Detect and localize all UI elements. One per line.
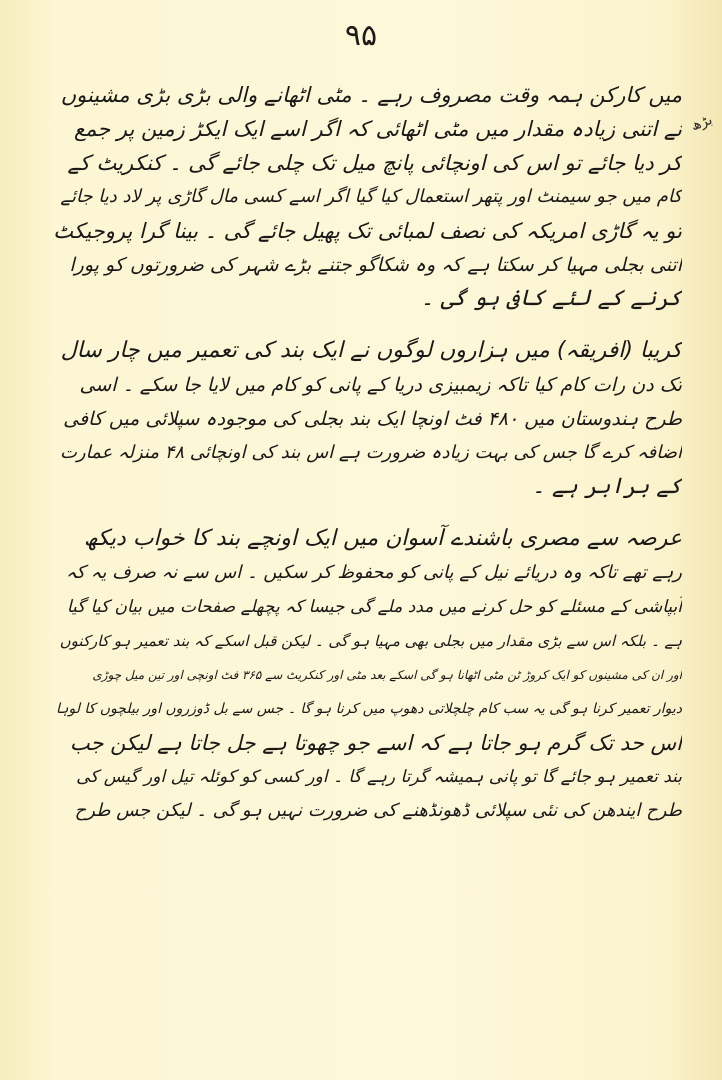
page-body — [50, 78, 682, 1050]
text-line: رہے تھے تاکہ وہ دریائے نیل کے پانی کو محفوظ کر سکیں ۔ اس سے نہ صرف یہ کہ — [65, 562, 682, 583]
text-line: بند تعمیر ہو جائے گا تو پانی ہمیشہ گرتا رہے گا ۔ اور کسی کو کوئلہ تیل اور گیس کی — [76, 767, 682, 787]
text-line: اتنی بجلی مہیا کر سکتا ہے کہ وہ شکاگو جتنے بڑے شہر کی ضرورتوں کو پورا — [69, 254, 682, 276]
text-line: کریبا (افریقہ) میں ہزاروں لوگوں نے ایک بند کی تعمیر میں چار سال — [60, 338, 682, 363]
paragraph-gap — [50, 316, 682, 334]
text-line: عرصہ سے مصری باشندے آسوان میں ایک اونچے بند کا خواب دیکھ — [83, 526, 682, 551]
text-line: کرنے کے لئے کافی ہو گی ۔ — [420, 286, 682, 311]
text-line: طرح ہندوستان میں ۴۸۰ فٹ اونچا ایک بند بجلی کی موجودہ سپلائی میں کافی — [63, 408, 682, 430]
text-line: آبپاشی کے مسئلے کو حل کرنے میں مدد ملے گی جیسا کہ پچھلے صفحات میں بیان کیا گیا — [66, 597, 682, 617]
paragraph-2 — [50, 334, 682, 504]
text-line: اور ان کی مشینوں کو ایک کروڑ ٹن مٹی اٹھانا ہو گی اسکے بعد مٹی اور کنکریٹ سے ۳۶۵ فٹ اونچی اور تین میل چوڑی — [92, 668, 682, 682]
text-line: کر دیا جائے تو اس کی اونچائی پانچ میل تک چلی جائے گی ۔ کنکریٹ کے — [67, 151, 682, 175]
text-line: تک دن رات کام کیا تاکہ زیمبیزی دریا کے پانی کو کام میں لایا جا سکے ۔ اسی — [79, 374, 682, 396]
text-line: اس حد تک گرم ہو جاتا ہے کہ اسے جو چھوتا ہے جل جاتا ہے لیکن جب — [69, 731, 682, 755]
margin-note: بڑھ — [688, 111, 715, 135]
text-line: نے اتنی زیادہ مقدار میں مٹی اٹھائی کہ اگر اسے ایک ایکڑ زمین پر جمع — [73, 117, 682, 141]
text-line: کے برابر ہے ۔ — [532, 474, 682, 499]
text-line: دیوار تعمیر کرنا ہو گی یہ سب کام چلچلاتی دھوپ میں کرنا ہو گا ۔ جس سے بل ڈوزروں اور بیلچوں کا لوہا — [56, 701, 682, 717]
paragraph-3 — [50, 522, 682, 828]
text-line: طرح ایندھن کی نئی سپلائی ڈھونڈھنے کی ضرورت نہیں ہو گی ۔ لیکن جس طرح — [74, 800, 682, 821]
text-line: تو یہ گاڑی امریکہ کی نصف لمبائی تک پھیل جائے گی ۔ بینا گرا پروجیکٹ — [53, 219, 682, 243]
text-line: اضافہ کرے گا جس کی بہت زیادہ ضرورت ہے اس بند کی اونچائی ۴۸ منزلہ عمارت — [59, 442, 682, 463]
text-line: کام میں جو سیمنٹ اور پتھر استعمال کیا گیا اگر اسے کسی مال گاڑی پر لاد دیا جائے — [60, 186, 682, 207]
paragraph-gap — [50, 504, 682, 522]
text-line: ہے ۔ بلکہ اس سے بڑی مقدار میں بجلی بھی مہیا ہو گی ۔ لیکن قبل اسکے کہ بند تعمیر ہو کارکنوں — [59, 632, 682, 650]
text-line: میں کارکن ہمہ وقت مصروف رہے ۔ مٹی اٹھانے والی بڑی بڑی مشینوں — [60, 83, 682, 107]
page-number: ۹۵ — [344, 18, 378, 53]
paragraph-1 — [50, 78, 682, 316]
